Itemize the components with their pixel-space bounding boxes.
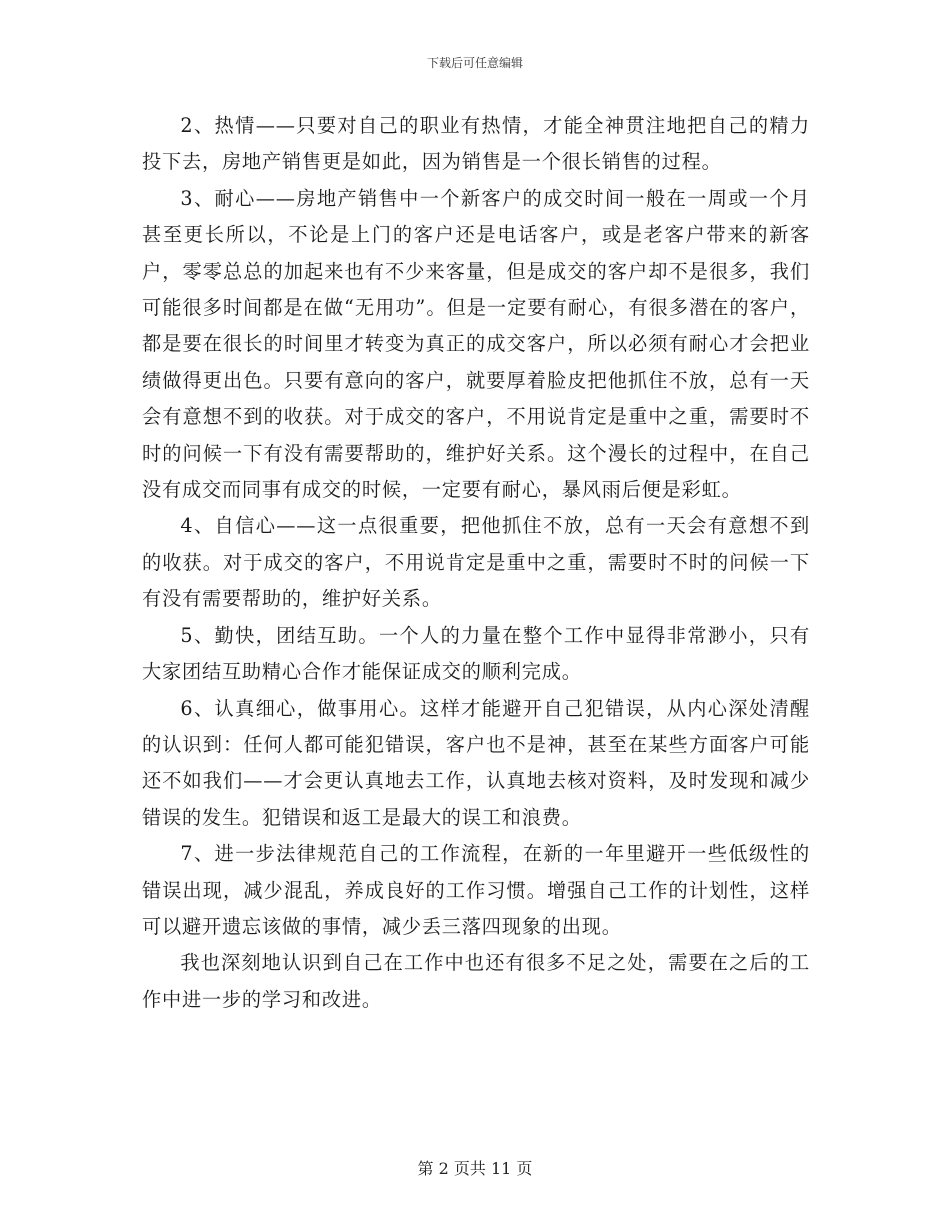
paragraph-carefulness: 6、认真细心，做事用心。这样才能避开自己犯错误，从内心深处清醒的认识到：任何人都可能犯错误，客户也不是神，甚至在某些方面客户可能还不如我们——才会更认真地去工作，认真地去核对资料，及时发现和减少错误的发生。犯错误和返工是最大的误工和浪费。 xyxy=(142,696,810,829)
paragraph-passion: 2、热情——只要对自己的职业有热情，才能全神贯注地把自己的精力投下去，房地产销售更是如此，因为销售是一个很长销售的过程。 xyxy=(142,114,810,174)
paragraph-workflow: 7、进一步法律规范自己的工作流程，在新的一年里避开一些低级性的错误出现，减少混乱，养成良好的工作习惯。增强自己工作的计划性，这样可以避开遗忘该做的事情，减少丢三落四现象的出现。 xyxy=(142,842,810,938)
document-body xyxy=(142,108,810,1018)
paragraph-patience: 3、耐心——房地产销售中一个新客户的成交时间一般在一周或一个月甚至更长所以，不论是上门的客户还是电话客户，或是老客户带来的新客户，零零总总的加起来也有不少来客量，但是成交的客户却不是很多，我们可能很多时间都是在做“无用功”。但是一定要有耐心，有很多潜在的客户，都是要在很长的时间里才转变为真正的成交客户，所以必须有耐心才会把业绩做得更出色。只要有意向的客户，就要厚着脸皮把他抓住不放，总有一天会有意想不到的收获。对于成交的客户，不用说肯定是重中之重，需要时不时的问候一下有没有需要帮助的，维护好关系。这个漫长的过程中，在自己没有成交而同事有成交的时候，一定要有耐心，暴风雨后便是彩虹。 xyxy=(142,186,810,502)
paragraph-teamwork: 5、勤快，团结互助。一个人的力量在整个工作中显得非常渺小，只有大家团结互助精心合作才能保证成交的顺利完成。 xyxy=(142,623,810,684)
paragraph-conclusion: 我也深刻地认识到自己在工作中也还有很多不足之处，需要在之后的工作中进一步的学习和改进。 xyxy=(142,951,810,1011)
page-number: 第 2 页共 11 页 xyxy=(417,1159,533,1178)
page-header: 下载后可任意编辑 xyxy=(426,56,523,70)
paragraph-confidence: 4、自信心——这一点很重要，把他抓住不放，总有一天会有意想不到的收获。对于成交的客户，不用说肯定是重中之重，需要时不时的问候一下有没有需要帮助的，维护好关系。 xyxy=(142,514,810,611)
